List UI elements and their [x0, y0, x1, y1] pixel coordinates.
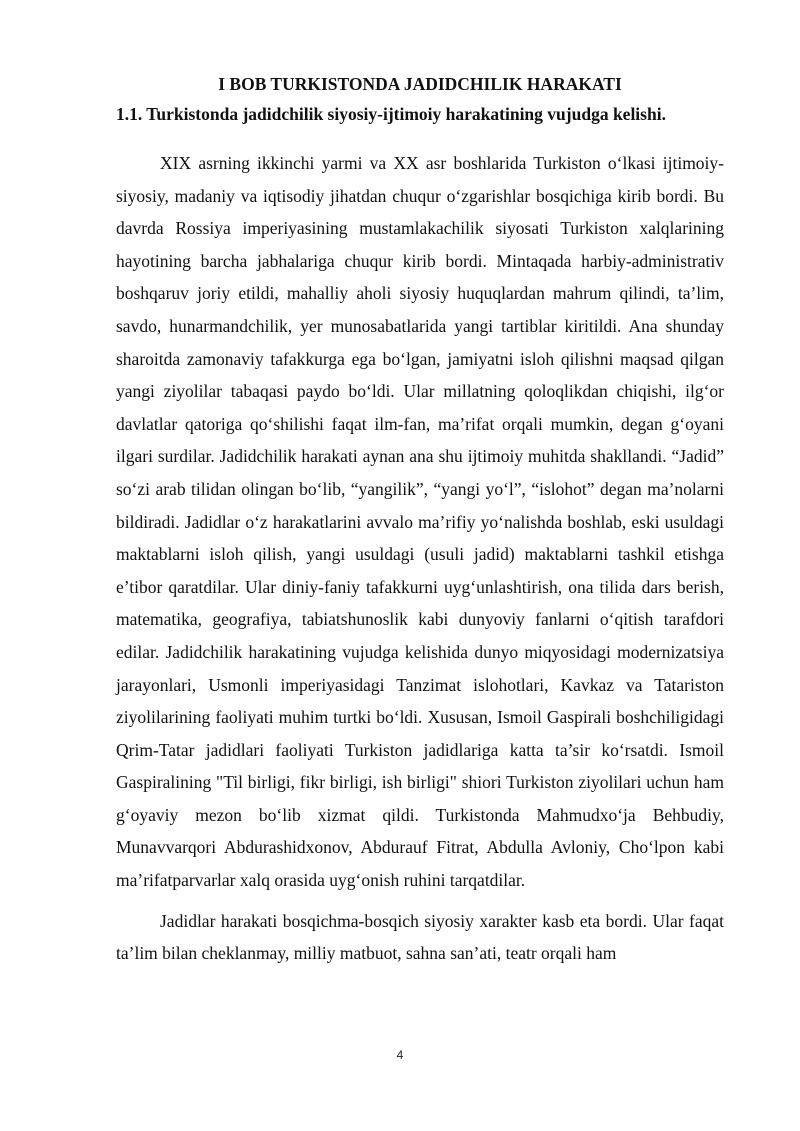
- chapter-title: I BOB TURKISTONDA JADIDCHILIK HARAKATI: [218, 74, 622, 94]
- body-paragraph: Jadidlar harakati bosqichma-bosqich siyosiy xarakter kasb eta bordi. Ular faqat ta’lim bilan cheklanmay, milliy matbuot, sahna san’ati, teatr orqali ham: [116, 910, 724, 964]
- document-page: [116, 70, 724, 970]
- page-number: 4: [396, 1048, 404, 1062]
- section-title: 1.1. Turkistonda jadidchilik siyosiy-ijtimoiy harakatining vujudga kelishi.: [116, 104, 666, 124]
- body-paragraph: XIX asrning ikkinchi yarmi va XX asr boshlarida Turkiston o‘lkasi ijtimoiy-siyosiy, madaniy va iqtisodiy jihatdan chuqur o‘zgarishlar bosqichiga kirib bordi. Bu davrda Rossiya imperiyasining mustamlakachilik siyosati Turkiston xalqlarining hayotining barcha jabhalariga chuqur kirib bordi. Mintaqada harbiy-administrativ boshqaruv joriy etildi, mahalliy aholi siyosiy huquqlardan mahrum qilindi, ta’lim, savdo, hunarmandchilik, yer munosabatlarida yangi tartiblar kiritildi. Ana shunday sharoitda zamonaviy tafakkurga ega bo‘lgan, jamiyatni isloh qilishni maqsad qilgan yangi ziyolilar tabaqasi paydo bo‘ldi. Ular millatning qoloqlikdan chiqishi, ilg‘or davlatlar qatoriga qo‘shilishi faqat ilm-fan, ma’rifat orqali mumkin, degan g‘oyani ilgari surdilar. Jadidchilik harakati aynan ana shu ijtimoiy muhitda shakllandi. “Jadid” so‘zi arab tilidan olingan bo‘lib, “yangilik”, “yangi yo‘l”, “islohot” degan ma’nolarni bildiradi. Jadidlar o‘z harakatlarini avvalo ma’rifiy yo‘nalishda boshlab, eski usuldagi maktablarni isloh qilish, yangi usuldagi (usuli jadid) maktablarni tashkil etishga e’tibor qaratdilar. Ular diniy-faniy tafakkurni uyg‘unlashtirish, ona tilida dars berish, matematika, geografiya, tabiatshunoslik kabi dunyoviy fanlarni o‘qitish tarafdori edilar. Jadidchilik harakatining vujudga kelishida dunyo miqyosidagi modernizatsiya jarayonlari, Usmonli imperiyasidagi Tanzimat islohotlari, Kavkaz va Tatariston ziyolilarining faoliyati muhim turtki bo‘ldi. Xususan, Ismoil Gaspirali boshchiligidagi Qrim-Tatar jadidlari faoliyati Turkiston jadidlariga katta ta’sir ko‘rsatdi. Ismoil Gaspiralining "Til birligi, fikr birligi, ish birligi" shiori Turkiston ziyolilari uchun ham g‘oyaviy mezon bo‘lib xizmat qildi. Turkistonda Mahmudxo‘ja Behbudiy, Munavvarqori Abdurashidxonov, Abdurauf Fitrat, Abdulla Avloniy, Cho‘lpon kabi ma’rifatparvarlar xalq orasida uyg‘onish ruhini tarqatdilar.: [116, 153, 724, 891]
